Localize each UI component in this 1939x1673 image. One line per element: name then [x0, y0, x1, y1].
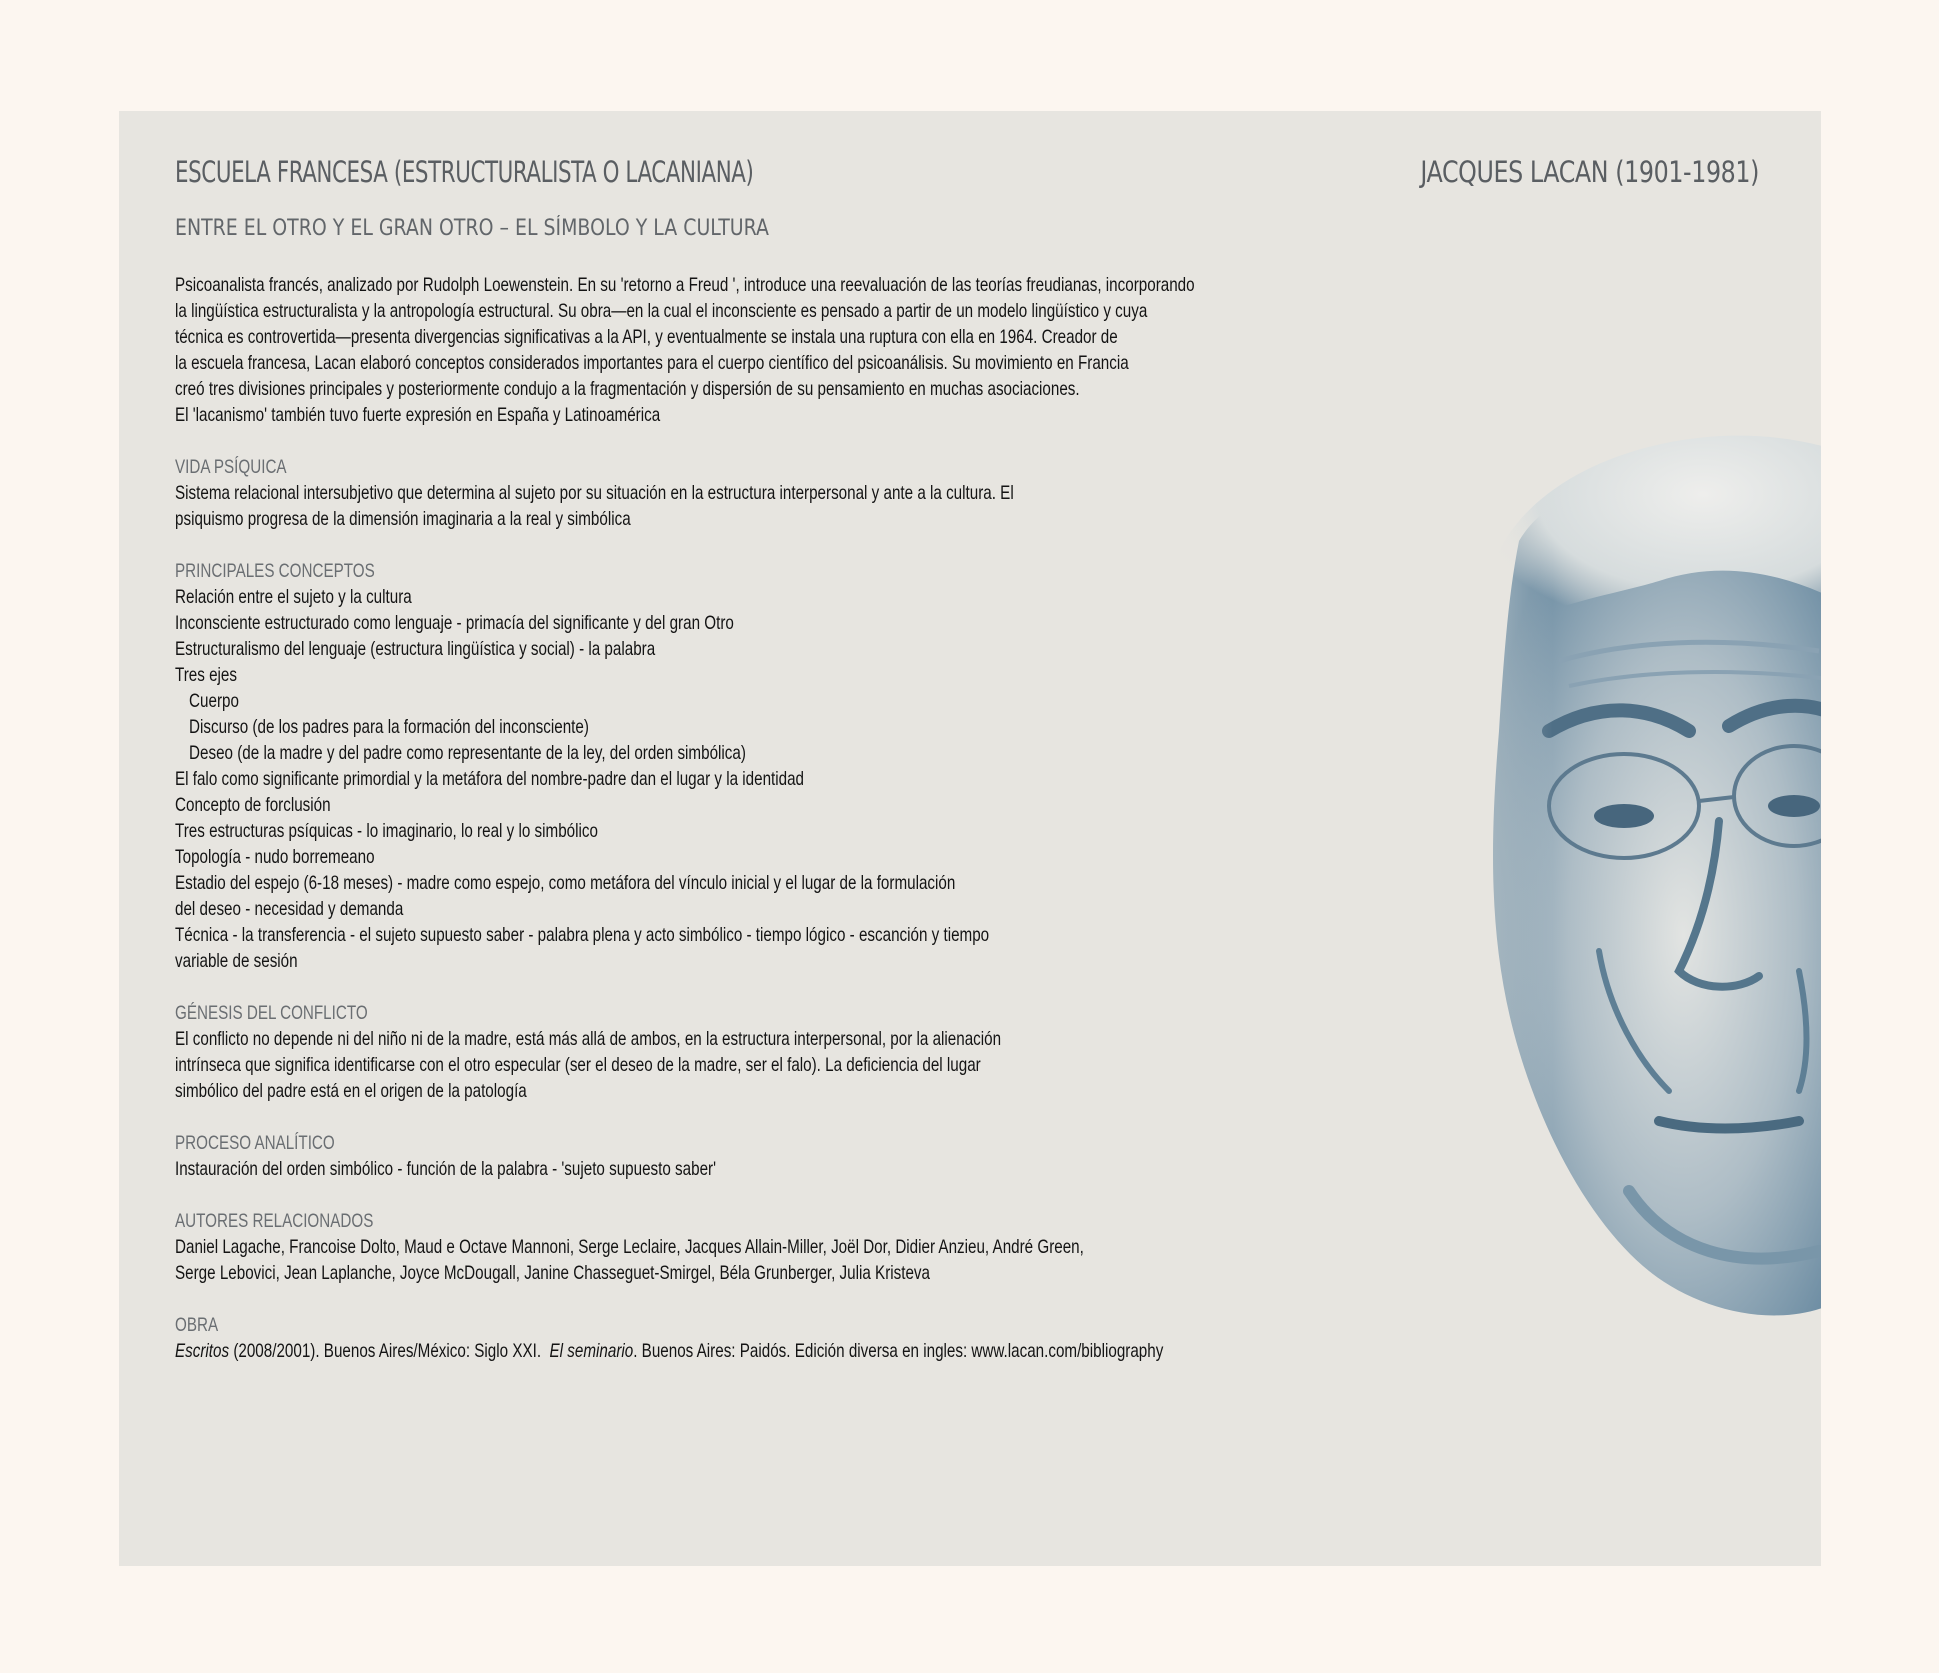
list-item: Técnica - la transferencia - el sujeto supuesto saber - palabra plena y acto simbólico - tiempo lógico - escanción y tiempo [175, 924, 990, 946]
section-heading: GÉNESIS DEL CONFLICTO [175, 1002, 368, 1024]
work-details: (2008/2001). Buenos Aires/México: Siglo XXI. [229, 1340, 550, 1362]
text-line: Sistema relacional intersubjetivo que determina al sujeto por su situación en la estructura interpersonal y ante a la cultura. El [175, 482, 1014, 504]
section-genesis-conflicto [175, 1000, 1368, 1104]
school-title: ESCUELA FRANCESA (ESTRUCTURALISTA O LACANIANA) [175, 155, 754, 189]
list-item: Inconsciente estructurado como lenguaje - primacía del significante y del gran Otro [175, 612, 734, 634]
author-title: JACQUES LACAN (1901-1981) [1420, 155, 1759, 189]
list-item: Tres ejes [175, 664, 237, 686]
work-details: . Buenos Aires: Paidós. Edición diversa en ingles: www.lacan.com/bibliography [633, 1340, 1164, 1362]
text-line: Serge Lebovici, Jean Laplanche, Joyce McDougall, Janine Chasseguet-Smirgel, Béla Grunberger, Julia Kristeva [175, 1262, 931, 1284]
list-item: Topología - nudo borremeano [175, 846, 375, 868]
text-line: psiquismo progresa de la dimensión imaginaria a la real y simbólica [175, 508, 631, 530]
text-line: Instauración del orden simbólico - función de la palabra - 'sujeto supuesto saber' [175, 1158, 717, 1180]
text-line: simbólico del padre está en el origen de la patología [175, 1080, 527, 1102]
list-item: Estructuralismo del lenguaje (estructura lingüística y social) - la palabra [175, 638, 656, 660]
text-line: El 'lacanismo' también tuvo fuerte expresión en España y Latinoamérica [175, 404, 661, 426]
text-line: la lingüística estructuralista y la antropología estructural. Su obra—en la cual el inconsciente es pensado a partir de un modelo lingüístico y cuya [175, 300, 1148, 322]
list-subitem: Cuerpo [189, 690, 239, 712]
body-text [175, 272, 1368, 1364]
document-card [119, 111, 1821, 1566]
subtitle: ENTRE EL OTRO Y EL GRAN OTRO – EL SÍMBOLO Y LA CULTURA [175, 216, 769, 241]
bibliography-line [175, 1338, 1368, 1364]
text-line: la escuela francesa, Lacan elaboró conceptos considerados importantes para el cuerpo científico del psicoanálisis. Su movimiento en Francia [175, 352, 1129, 374]
section-principales-conceptos [175, 558, 1368, 974]
list-item: variable de sesión [175, 950, 298, 972]
section-heading: PROCESO ANALÍTICO [175, 1132, 335, 1154]
section-vida-psiquica [175, 454, 1368, 532]
text-line: creó tres divisiones principales y posteriormente condujo a la fragmentación y dispersión de su pensamiento en muchas asociaciones. [175, 378, 1080, 400]
section-heading: OBRA [175, 1314, 219, 1336]
text-line: El conflicto no depende ni del niño ni de la madre, está más allá de ambos, en la estructura interpersonal, por la alienación [175, 1028, 1002, 1050]
intro-paragraph [175, 272, 1368, 428]
section-obra [175, 1312, 1368, 1364]
text-line: Daniel Lagache, Francoise Dolto, Maud e Octave Mannoni, Serge Leclaire, Jacques Allain-Miller, Joël Dor, Didier Anzieu, André Green, [175, 1236, 1084, 1258]
list-item: Tres estructuras psíquicas - lo imaginario, lo real y lo simbólico [175, 820, 598, 842]
section-heading: VIDA PSÍQUICA [175, 456, 287, 478]
work-title-escritos: Escritos [175, 1340, 230, 1362]
list-item: Concepto de forclusión [175, 794, 331, 816]
section-heading: AUTORES RELACIONADOS [175, 1210, 374, 1232]
list-item: Relación entre el sujeto y la cultura [175, 586, 412, 608]
list-item: del deseo - necesidad y demanda [175, 898, 404, 920]
text-line: técnica es controvertida—presenta divergencias significativas a la API, y eventualmente se instala una ruptura con ella en 1964. Creador de [175, 326, 1118, 348]
section-proceso-analitico [175, 1130, 1368, 1182]
section-autores-relacionados [175, 1208, 1368, 1286]
section-heading: PRINCIPALES CONCEPTOS [175, 560, 375, 582]
text-line: intrínseca que significa identificarse con el otro especular (ser el deseo de la madre, ser el falo). La deficiencia del lugar [175, 1054, 981, 1076]
work-title-seminario: El seminario [549, 1340, 634, 1362]
list-subitem: Deseo (de la madre y del padre como representante de la ley, del orden simbólica) [189, 742, 746, 764]
list-subitem: Discurso (de los padres para la formación del inconsciente) [189, 716, 589, 738]
portrait-image [1399, 431, 1821, 1431]
list-item: Estadio del espejo (6-18 meses) - madre como espejo, como metáfora del vínculo inicial y el lugar de la formulación [175, 872, 956, 894]
list-item: El falo como significante primordial y la metáfora del nombre-padre dan el lugar y la identidad [175, 768, 805, 790]
text-line: Psicoanalista francés, analizado por Rudolph Loewenstein. En su 'retorno a Freud ', introduce una reevaluación de las teorías freudianas, incorporando [175, 274, 1195, 296]
